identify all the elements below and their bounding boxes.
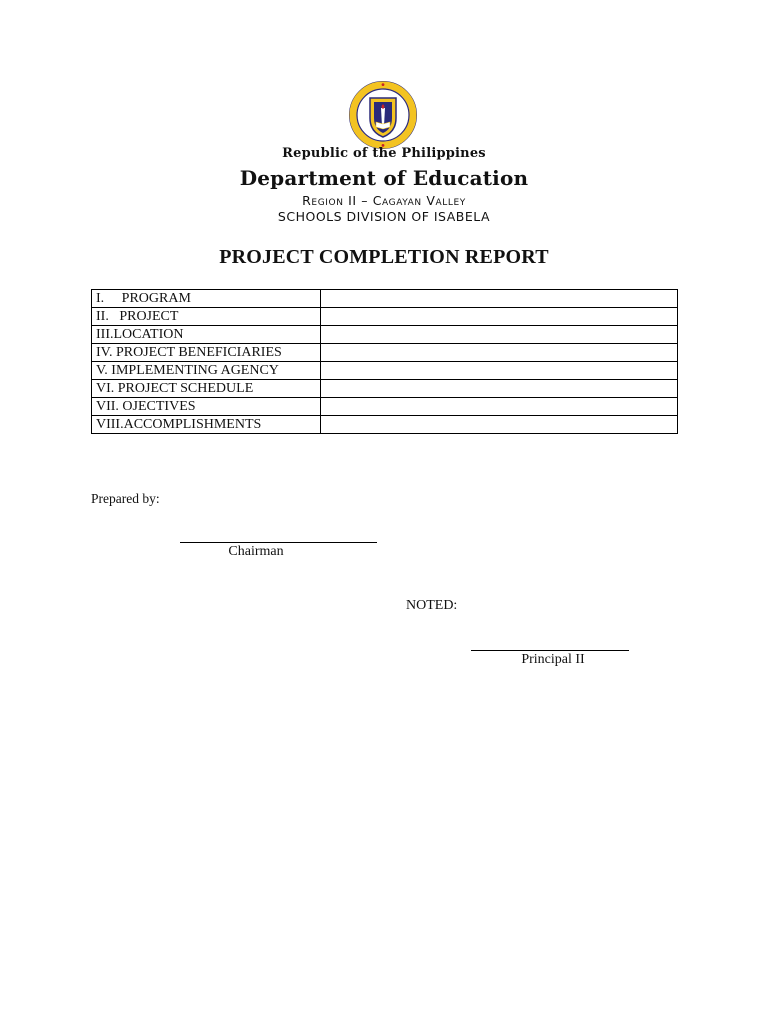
table-row — [92, 362, 678, 380]
noted-label: NOTED: — [406, 598, 458, 613]
row-label-program: I. PROGRAM — [92, 290, 321, 308]
table-row — [92, 344, 678, 362]
row-label-accomplishments: VIII.ACCOMPLISHMENTS — [92, 416, 321, 434]
table-row — [92, 308, 678, 326]
deped-seal-logo — [348, 80, 418, 150]
report-table — [91, 289, 678, 434]
row-label-project: II. PROJECT — [92, 308, 321, 326]
row-value-objectives[interactable] — [321, 398, 678, 416]
row-value-schedule[interactable] — [321, 380, 678, 398]
republic-heading: Republic of the Philippines — [282, 146, 486, 161]
report-title: PROJECT COMPLETION REPORT — [219, 246, 549, 268]
row-label-beneficiaries: IV. PROJECT BENEFICIARIES — [92, 344, 321, 362]
row-label-location: III.LOCATION — [92, 326, 321, 344]
chairman-signature-line[interactable] — [180, 542, 377, 543]
table-row — [92, 416, 678, 434]
table-row — [92, 326, 678, 344]
prepared-by-label: Prepared by: — [91, 491, 160, 506]
table-row — [92, 290, 678, 308]
row-value-accomplishments[interactable] — [321, 416, 678, 434]
division-heading: SCHOOLS DIVISION OF ISABELA — [277, 209, 491, 224]
row-value-agency[interactable] — [321, 362, 678, 380]
row-label-agency: V. IMPLEMENTING AGENCY — [92, 362, 321, 380]
region-heading: Region II – Cagayan Valley — [302, 193, 466, 208]
principal-label: Principal II — [521, 652, 585, 667]
row-value-project[interactable] — [321, 308, 678, 326]
row-value-program[interactable] — [321, 290, 678, 308]
table-row — [92, 398, 678, 416]
row-value-location[interactable] — [321, 326, 678, 344]
department-heading: Department of Education — [239, 166, 529, 190]
table-row — [92, 380, 678, 398]
row-value-beneficiaries[interactable] — [321, 344, 678, 362]
chairman-label: Chairman — [228, 544, 284, 559]
row-label-objectives: VII. OJECTIVES — [92, 398, 321, 416]
row-label-schedule: VI. PROJECT SCHEDULE — [92, 380, 321, 398]
principal-signature-line[interactable] — [471, 650, 629, 651]
